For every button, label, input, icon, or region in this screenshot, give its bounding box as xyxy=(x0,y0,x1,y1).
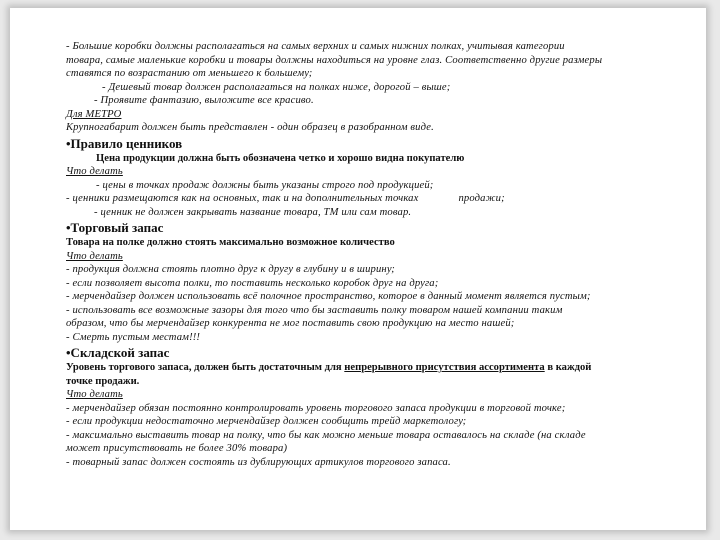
text-fragment: в каждой xyxy=(544,362,592,373)
text-line: - мерчендайзер обязан постоянно контролировать уровень торгового запаса продукции в торговой точке; xyxy=(66,402,566,414)
text-line: - ценник не должен закрывать название товара, ТМ или сам товар. xyxy=(94,206,412,218)
text-fragment: Уровень торгового запаса, должен быть достаточным для xyxy=(66,362,345,373)
text-line xyxy=(66,192,694,206)
section-title-warehouse: •Складской запас xyxy=(66,345,170,360)
text-line: - Большие коробки должны располагаться на самых верхних и самых нижних полках, учитывая категории xyxy=(66,41,565,52)
section-subtitle-prices: Цена продукции должна быть обозначена четко и хорошо видна покупателю xyxy=(96,152,465,164)
what-to-do-label: Что делать xyxy=(66,389,123,400)
text-line: - максимально выставить товар на полку, что бы как можно меньше товара оставалось на складе (на складе xyxy=(66,429,586,441)
text-line: - Дешевый товар должен располагаться на полках ниже, дорогой – выше; xyxy=(102,81,451,93)
metro-label: Для МЕТРО xyxy=(66,108,122,120)
text-line: - продукция должна стоять плотно друг к другу в глубину и в ширину; xyxy=(66,264,395,275)
text-line: - товарный запас должен состоять из дублирующих артикулов торгового запаса. xyxy=(66,456,451,468)
underlined-fragment: непрерывного присутствия ассортимента xyxy=(344,362,545,373)
section-subtitle-warehouse-cont: точке продажи. xyxy=(66,375,140,387)
text-line: - Смерть пустым местам!!! xyxy=(66,331,201,343)
text-fragment: - ценники размещаются как на основных, так и на дополнительных точках xyxy=(66,193,419,204)
what-to-do-label: Что делать xyxy=(66,250,123,262)
text-line: - если позволяет высота полки, то поставить несколько коробок друг на друга; xyxy=(66,277,439,289)
text-line: - цены в точках продаж должны быть указаны строго под продукцией; xyxy=(96,179,434,191)
section-title-stock: •Торговый запас xyxy=(66,220,164,235)
slide xyxy=(10,8,706,530)
section-subtitle-warehouse xyxy=(66,361,694,375)
text-line: - мерчендайзер должен использовать всё полочное пространство, которое в данный момент является пустым; xyxy=(66,291,591,302)
text-fragment: продажи; xyxy=(458,193,505,204)
text-line: - Проявите фантазию, выложите все красиво. xyxy=(94,95,314,106)
section-subtitle-stock: Товара на полке должно стоять максимально возможное количество xyxy=(66,237,395,248)
what-to-do-label: Что делать xyxy=(66,166,123,177)
text-line: образом, что бы мерчендайзер конкурента не мог поставить свою продукцию на место нашей; xyxy=(66,318,515,329)
text-line: ставятся по возрастанию от меньшего к большему; xyxy=(66,68,313,79)
text-line: - использовать все возможные зазоры для того что бы заставить полку товаром нашей компании таким xyxy=(66,304,563,316)
text-line: - если продукции недостаточно мерчендайзер должен сообщить трейд маркетологу; xyxy=(66,416,467,427)
slide-content xyxy=(66,40,694,469)
section-title-prices: •Правило ценников xyxy=(66,135,183,151)
text-line: может присутствовать не более 30% товара) xyxy=(66,443,288,454)
metro-text: Крупногабарит должен быть представлен - один образец в разобранном виде. xyxy=(66,122,434,133)
text-line: товара, самые маленькие коробки и товары должны находиться на уровне глаз. Соответственно другие размеры xyxy=(66,54,603,66)
